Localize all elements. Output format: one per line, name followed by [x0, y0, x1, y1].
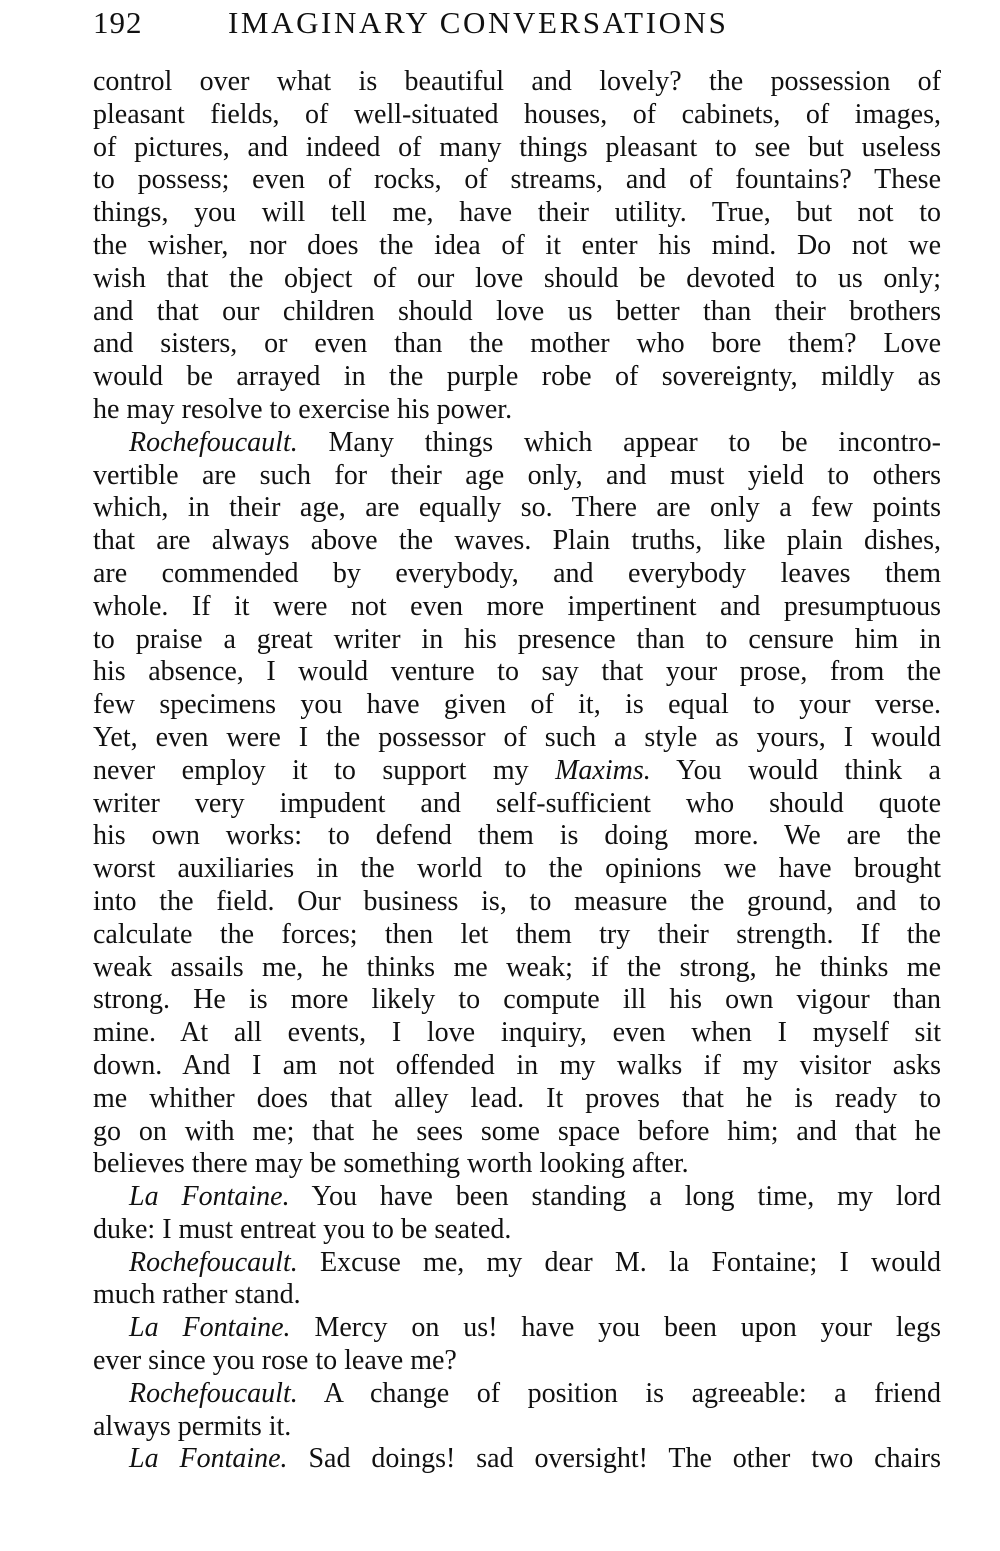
text-line	[93, 1378, 941, 1411]
text-line: ever since you rose to leave me?	[93, 1345, 457, 1377]
text-line: his own works: to defend them is doing more. We are the	[93, 820, 941, 852]
text-line: down. And I am not offended in my walks if my visitor asks	[93, 1049, 941, 1081]
book-title: IMAGINARY CONVERSATIONS	[228, 5, 729, 40]
text-line: writer very impudent and self-sufficient who should quote	[93, 787, 941, 819]
text-line: his absence, I would venture to say that your prose, from the	[93, 656, 941, 688]
running-head	[93, 4, 941, 42]
text-line: wish that the object of our love should be devoted to us only;	[93, 262, 941, 294]
text-line	[93, 427, 941, 460]
text-line: to praise a great writer in his presence than to censure him in	[93, 623, 941, 655]
book-page	[93, 4, 941, 1476]
text-line: whole. If it were not even more impertinent and presumptuous	[93, 590, 941, 622]
text-line: always permits it.	[93, 1410, 292, 1442]
speaker-name: La Fontaine.	[129, 1181, 290, 1213]
text-line: go on with me; that he sees some space before him; and that he	[93, 1115, 941, 1147]
text-run: Sad doings! sad oversight! The other two chairs	[287, 1443, 941, 1475]
paragraph	[93, 427, 941, 1181]
paragraph	[93, 66, 941, 427]
text-run: You would think a	[650, 754, 941, 786]
paragraph	[93, 1247, 941, 1313]
text-line: into the field. Our business is, to measure the ground, and to	[93, 885, 941, 917]
paragraph	[93, 1443, 941, 1476]
text-run: A change of position is agreeable: a friend	[297, 1377, 941, 1409]
text-line: believes there may be something worth looking after.	[93, 1148, 689, 1180]
text-run: Mercy on us! have you been upon your legs	[290, 1312, 941, 1344]
text-line: vertible are such for their age only, and must yield to others	[93, 459, 941, 491]
body-text	[93, 66, 941, 1476]
text-line: control over what is beautiful and lovely? the possession of	[93, 66, 941, 97]
text-run: Excuse me, my dear M. la Fontaine; I would	[297, 1246, 941, 1278]
text-line: few specimens you have given of it, is equal to your verse.	[93, 689, 941, 721]
text-line	[93, 1312, 941, 1345]
text-line: which, in their age, are equally so. There are only a few points	[93, 492, 941, 524]
text-run: never employ it to support my	[93, 754, 556, 786]
text-line: to possess; even of rocks, of streams, and of fountains? These	[93, 164, 941, 196]
text-line: worst auxiliaries in the world to the opinions we have brought	[93, 853, 941, 885]
text-line: the wisher, nor does the idea of it enter his mind. Do not we	[93, 229, 941, 261]
speaker-name: La Fontaine.	[129, 1312, 291, 1344]
text-line: he may resolve to exercise his power.	[93, 393, 513, 425]
book-title-maxims: Maxims.	[555, 754, 651, 786]
text-run: Many things which appear to be incontro-	[297, 426, 941, 458]
page-number: 192	[93, 5, 143, 40]
text-line: are commended by everybody, and everybody leaves them	[93, 557, 941, 589]
text-line: strong. He is more likely to compute ill his own vigour than	[93, 984, 941, 1016]
text-line: of pictures, and indeed of many things pleasant to see but useless	[93, 131, 941, 163]
speaker-name: La Fontaine.	[129, 1443, 288, 1475]
paragraph	[93, 1312, 941, 1378]
text-line: Yet, even were I the possessor of such a style as yours, I would	[93, 721, 941, 753]
text-line: much rather stand.	[93, 1279, 301, 1311]
text-line: pleasant fields, of well-situated houses, of cabinets, of images,	[93, 98, 941, 130]
text-line: would be arrayed in the purple robe of sovereignty, mildly as	[93, 361, 941, 393]
text-line	[93, 1181, 941, 1214]
text-line: things, you will tell me, have their utility. True, but not to	[93, 197, 941, 229]
text-line: and that our children should love us better than their brothers	[93, 295, 941, 327]
text-line	[93, 1247, 941, 1280]
text-line	[93, 755, 941, 788]
paragraph	[93, 1378, 941, 1444]
text-line: calculate the forces; then let them try their strength. If the	[93, 918, 941, 950]
text-run: You have been standing a long time, my lord	[289, 1181, 942, 1213]
speaker-name: Rochefoucault.	[129, 1377, 298, 1409]
text-line: duke: I must entreat you to be seated.	[93, 1213, 512, 1245]
text-line	[93, 1443, 941, 1476]
speaker-name: Rochefoucault.	[129, 426, 298, 458]
text-line: me whither does that alley lead. It proves that he is ready to	[93, 1082, 941, 1114]
text-line: weak assails me, he thinks me weak; if the strong, he thinks me	[93, 951, 941, 983]
text-line: that are always above the waves. Plain truths, like plain dishes,	[93, 525, 941, 557]
text-line: mine. At all events, I love inquiry, even when I myself sit	[93, 1017, 941, 1049]
paragraph	[93, 1181, 941, 1247]
speaker-name: Rochefoucault.	[129, 1246, 298, 1278]
text-line: and sisters, or even than the mother who bore them? Love	[93, 328, 941, 360]
